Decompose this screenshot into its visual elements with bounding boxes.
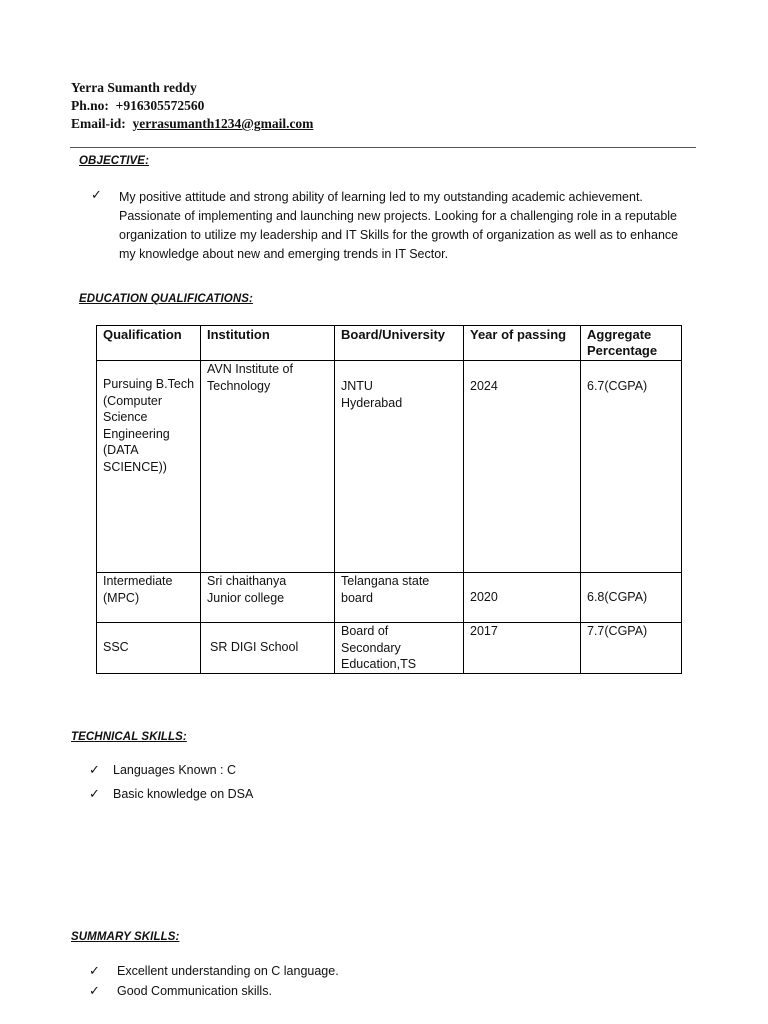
list-item: Basic knowledge on DSA (113, 787, 254, 801)
cell-board: Telangana state board (341, 574, 430, 605)
cell-qualification: SSC (103, 640, 129, 654)
candidate-name: Yerra Sumanth reddy (71, 80, 197, 95)
check-icon: ✓ (91, 187, 102, 202)
cell-qualification: Intermediate (MPC) (103, 574, 173, 605)
table-row (97, 573, 682, 623)
cell-qualification: Pursuing B.Tech (Computer Science Engineering (DATA SCIENCE)) (103, 377, 195, 474)
list-item: Excellent understanding on C language. (117, 964, 339, 978)
phone-line (71, 97, 204, 115)
technical-skills-title: TECHNICAL SKILLS: (71, 731, 187, 743)
check-icon: ✓ (89, 983, 100, 998)
education-table (96, 325, 682, 674)
cell-aggregate: 6.8(CGPA) (587, 590, 648, 604)
header-aggregate: Aggregate Percentage (581, 326, 682, 361)
header-institution: Institution (201, 326, 335, 361)
cell-aggregate: 6.7(CGPA) (587, 379, 648, 393)
list-item: Languages Known : C (113, 763, 237, 777)
cell-institution: AVN Institute of Technology (207, 362, 293, 393)
table-header-row (97, 326, 682, 361)
header-board: Board/University (335, 326, 464, 361)
cell-board: JNTU Hyderabad (341, 379, 403, 410)
phone-value: +916305572560 (115, 98, 205, 113)
check-icon: ✓ (89, 762, 100, 777)
cell-year: 2020 (470, 590, 498, 604)
cell-year: 2017 (470, 624, 498, 638)
header-qualification: Qualification (97, 326, 201, 361)
check-icon: ✓ (89, 963, 100, 978)
list-item: Good Communication skills. (117, 984, 272, 998)
check-icon: ✓ (89, 786, 100, 801)
summary-skills-title: SUMMARY SKILLS: (71, 931, 180, 943)
header-divider (70, 147, 696, 148)
email-value[interactable]: yerrasumanth1234@gmail.com (132, 116, 314, 131)
table-row (97, 623, 682, 674)
header-year: Year of passing (464, 326, 581, 361)
objective-text: My positive attitude and strong ability of learning led to my outstanding academic achievement. Passionate of implementing and launching new projects. Looking for a challenging role in a reputable organization to utilize my leadership and IT Skills for the growth of organization as well as to enhance my knowledge about new and emerging trends in IT Sector. (119, 190, 679, 261)
education-title: EDUCATION QUALIFICATIONS: (79, 293, 253, 305)
cell-board: Board of Secondary Education,TS (341, 624, 417, 671)
objective-title: OBJECTIVE: (79, 155, 150, 167)
email-line (71, 115, 313, 133)
cell-institution: SR DIGI School (210, 640, 299, 654)
cell-year: 2024 (470, 379, 498, 393)
cell-aggregate: 7.7(CGPA) (587, 624, 648, 638)
phone-label: Ph.no: (71, 98, 109, 113)
cell-institution: Sri chaithanya Junior college (207, 574, 287, 605)
table-row (97, 361, 682, 573)
email-label: Email-id: (71, 116, 126, 131)
